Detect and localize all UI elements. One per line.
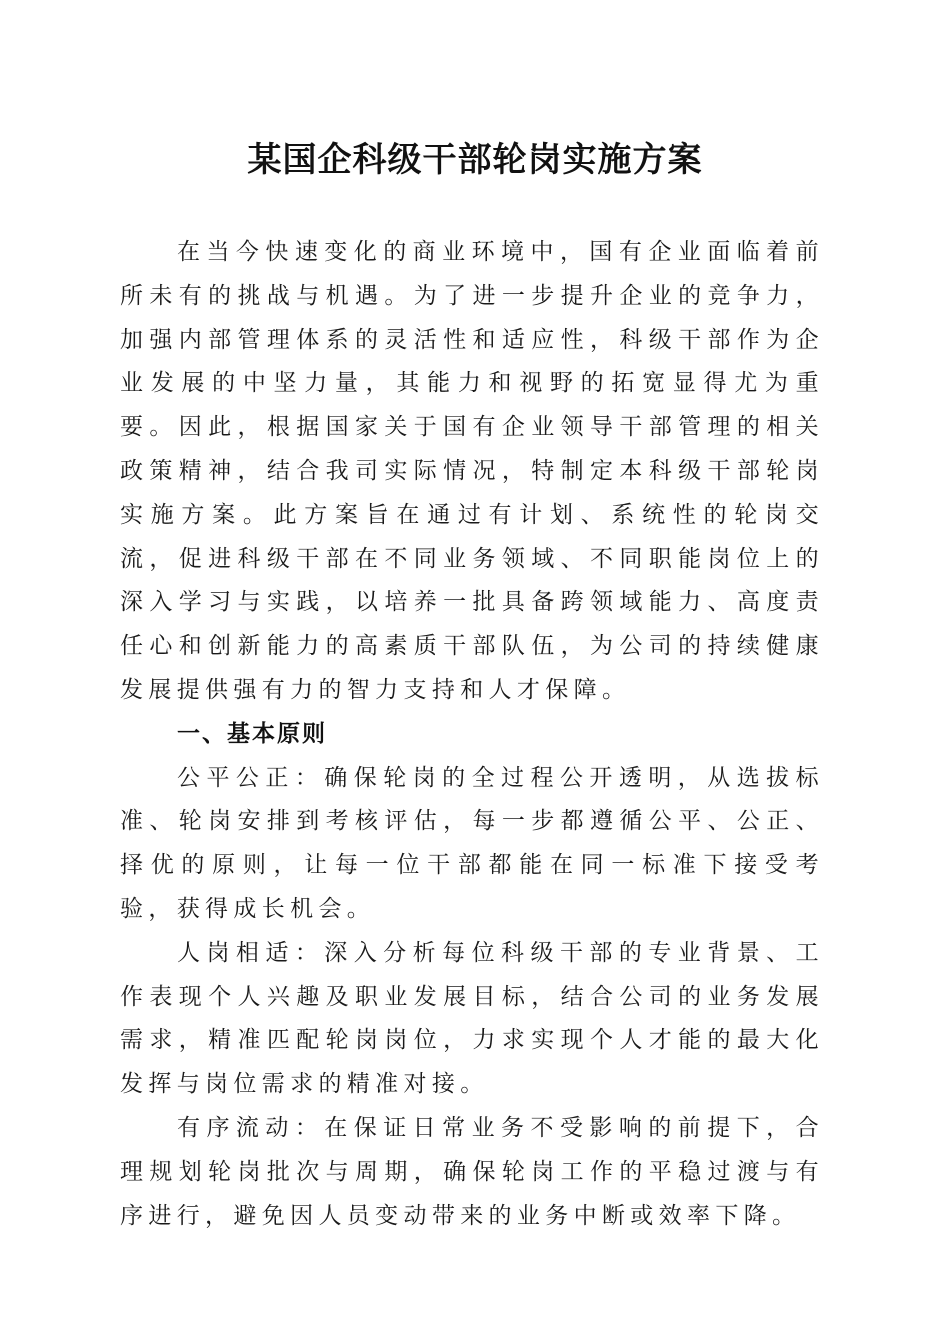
principle-paragraph-fairness: 公平公正：确保轮岗的全过程公开透明，从选拔标准、轮岗安排到考核评估，每一步都遵循公平、公正、择优的原则，让每一位干部都能在同一标准下接受考验，获得成长机会。	[120, 764, 824, 922]
intro-paragraph: 在当今快速变化的商业环境中，国有企业面临着前所未有的挑战与机遇。为了进一步提升企业的竞争力，加强内部管理体系的灵活性和适应性，科级干部作为企业发展的中坚力量，其能力和视野的拓宽显得尤为重要。因此，根据国家关于国有企业领导干部管理的相关政策精神，结合我司实际情况，特制定本科级干部轮岗实施方案。此方案旨在通过有计划、系统性的轮岗交流，促进科级干部在不同业务领域、不同职能岗位上的深入学习与实践，以培养一批具备跨领域能力、高度责任心和创新能力的高素质干部队伍，为公司的持续健康发展提供强有力的智力支持和人才保障。	[120, 239, 824, 703]
principle-paragraph-person-job-fit: 人岗相适：深入分析每位科级干部的专业背景、工作表现个人兴趣及职业发展目标，结合公司的业务发展需求，精准匹配轮岗岗位，力求实现个人才能的最大化发挥与岗位需求的精准对接。	[120, 939, 824, 1098]
document-title: 某国企科级干部轮岗实施方案	[247, 140, 703, 180]
section-heading-basic-principles: 一、基本原则	[177, 720, 327, 747]
principle-paragraph-orderly-flow: 有序流动：在保证日常业务不受影响的前提下，合理规划轮岗批次与周期，确保轮岗工作的平稳过渡与有序进行，避免因人员变动带来的业务中断或效率下降。	[120, 1114, 824, 1229]
document-body	[120, 231, 824, 1238]
